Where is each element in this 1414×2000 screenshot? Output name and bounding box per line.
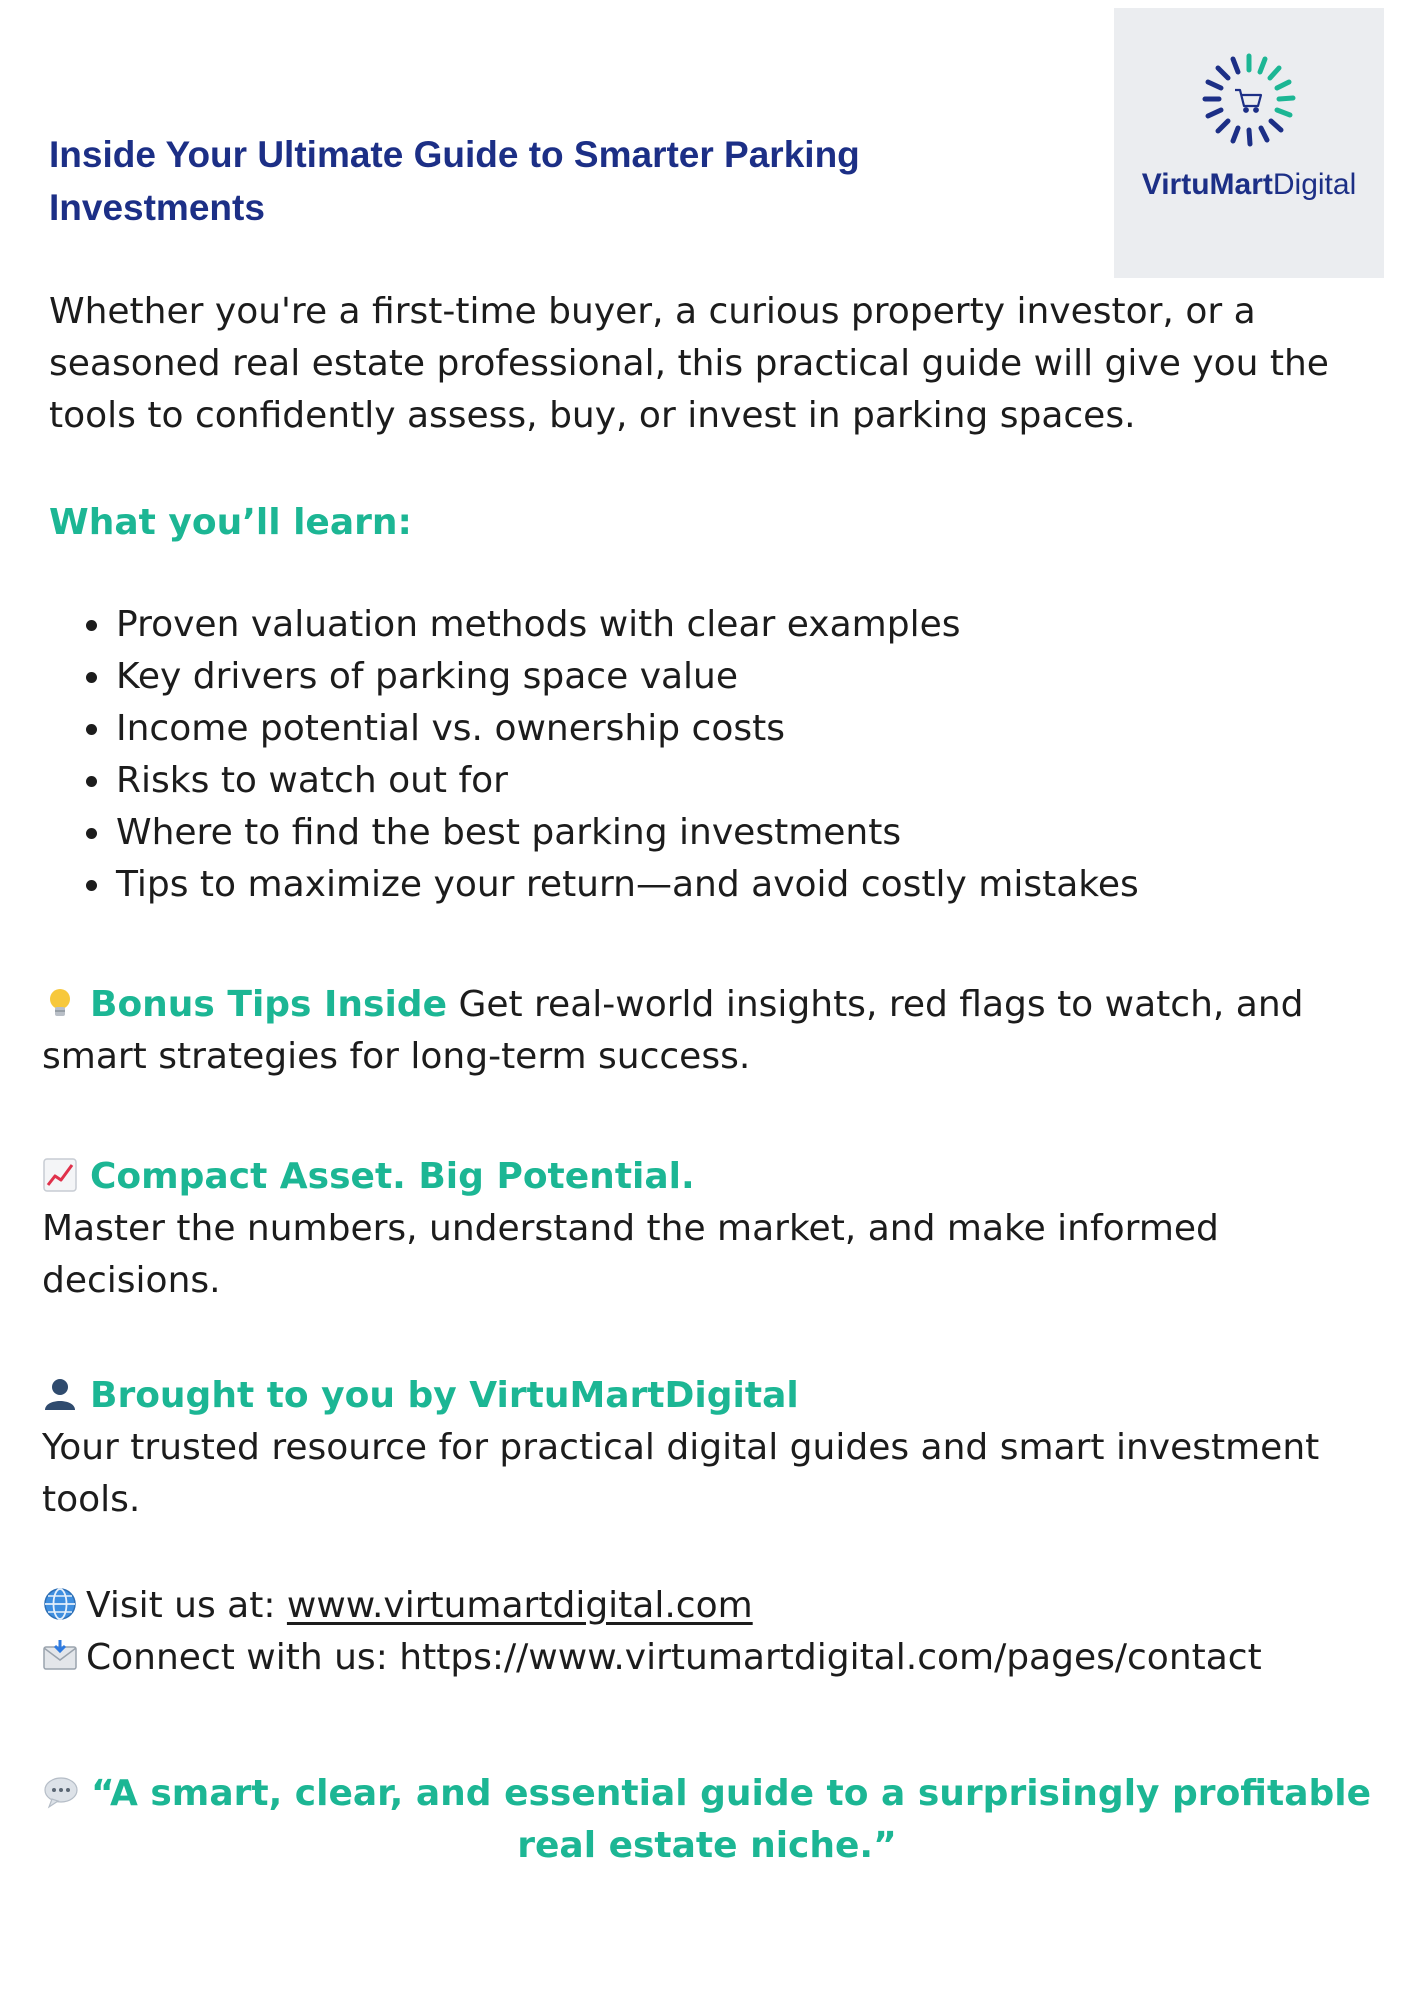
compact-section [42, 1151, 1382, 1307]
brought-section [42, 1370, 1382, 1526]
speech-bubble-icon [43, 1774, 79, 1810]
list-item: • Key drivers of parking space value [114, 651, 1139, 703]
contact-link[interactable]: https://www.virtumartdigital.com/pages/contact [399, 1637, 1262, 1678]
list-item: • Where to find the best parking investments [114, 807, 1139, 859]
list-item: • Proven valuation methods with clear examples [114, 599, 1139, 651]
envelope-icon [42, 1638, 78, 1674]
globe-icon [42, 1586, 78, 1622]
list-item: • Risks to watch out for [114, 755, 1139, 807]
bonus-text: Get real-world insights, red flags to watch, and smart strategies for long-term success. [42, 984, 1304, 1077]
compact-text: Master the numbers, understand the market, and make informed decisions. [42, 1208, 1219, 1301]
logo-wordmark [1114, 168, 1384, 202]
compact-heading: Compact Asset. Big Potential. [90, 1156, 695, 1197]
chart-up-icon [42, 1157, 78, 1193]
learn-list [78, 599, 1139, 911]
website-link[interactable]: www.virtumartdigital.com [286, 1585, 753, 1626]
bonus-section [42, 979, 1382, 1083]
visit-label: Visit us at: [86, 1585, 287, 1626]
bonus-heading: Bonus Tips Inside [90, 984, 447, 1025]
logo-brand-light: Digital [1272, 168, 1357, 201]
contact-section [42, 1580, 1402, 1684]
page-title: Inside Your Ultimate Guide to Smarter Parking Investments [49, 134, 860, 228]
closing-quote [40, 1768, 1374, 1872]
person-icon [42, 1376, 78, 1412]
quote-text: “A smart, clear, and essential guide to a surprisingly profitable real estate niche.” [90, 1773, 1372, 1866]
lightbulb-icon [42, 985, 78, 1021]
logo-burst-icon [1192, 44, 1306, 158]
list-item: • Income potential vs. ownership costs [114, 703, 1139, 755]
brought-text: Your trusted resource for practical digital guides and smart investment tools. [42, 1427, 1320, 1520]
brand-logo [1114, 8, 1384, 278]
shopping-cart-icon [1235, 90, 1261, 112]
logo-brand-bold: VirtuMart [1141, 168, 1273, 201]
intro-paragraph: Whether you're a first-time buyer, a curious property investor, or a seasoned real estate professional, this practical guide will give you the tools to confidently assess, buy, or invest in parking spaces. [49, 291, 1329, 436]
connect-label: Connect with us: [86, 1637, 400, 1678]
brought-heading: Brought to you by VirtuMartDigital [90, 1375, 799, 1416]
list-item: • Tips to maximize your return—and avoid costly mistakes [114, 859, 1139, 911]
learn-heading: What you’ll learn: [49, 502, 412, 543]
